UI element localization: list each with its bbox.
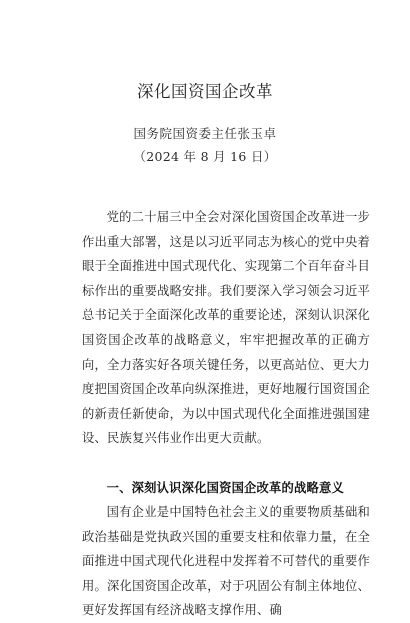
body-paragraph: 国有企业是中国特色社会主义的重要物质基础和政治基础是党执政兴国的重要支柱和依靠力量，在全面推进中国式现代化进程中发挥着不可替代的重要作用。深化国资国企改革，对于巩固公有制主体地位、更好发挥国有经济战略支撑作用、确 bbox=[82, 505, 370, 618]
document-title: 深化国资国企改革 bbox=[137, 82, 273, 101]
document-date: （2024 年 8 月 16 日） bbox=[133, 149, 277, 164]
document-author: 国务院国资委主任张玉卓 bbox=[133, 126, 277, 141]
section-heading: 一、深刻认识深化国资国企改革的战略意义 bbox=[106, 480, 345, 495]
body-paragraph: 党的二十届三中全会对深化国资国企改革进一步作出重大部署，这是以习近平同志为核心的党中央着眼于全面推进中国式现代化、实现第二个百年奋斗目标作出的重要战略安排。我们要深入学习领会习近平总书记关于全面深化改革的重要论述，深刻认识深化国资国企改革的战略意义，牢牢把握改革的正确方向，全力落实好各项关键任务，以更高站位、更大力度把国资国企改革向纵深推进，更好地履行国资国企的新责任新使命，为以中国式现代化全面推进强国建设、民族复兴伟业作出更大贡献。 bbox=[82, 210, 370, 446]
